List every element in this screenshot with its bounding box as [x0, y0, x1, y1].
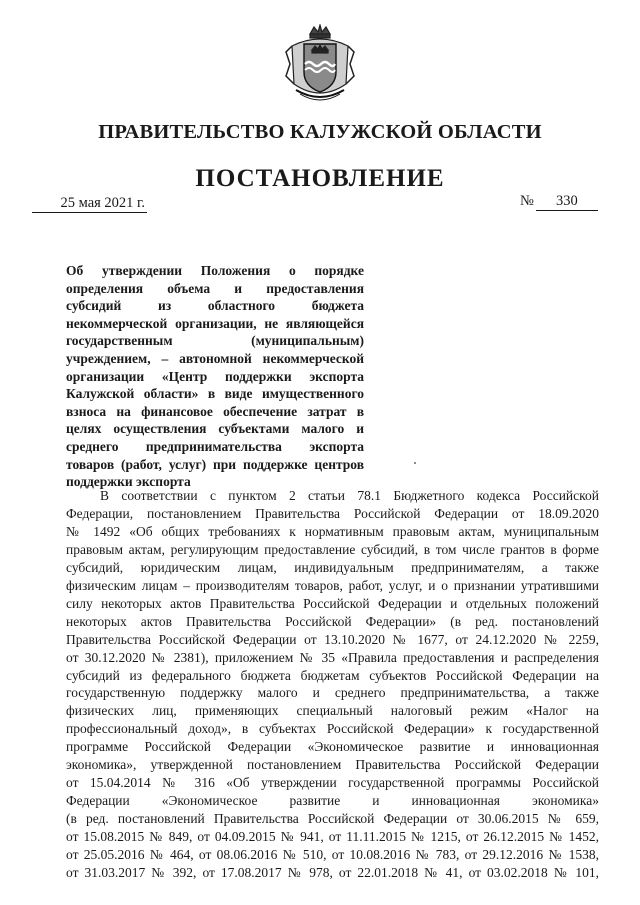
subject-line: организации «Центр поддержки экспорта: [66, 368, 364, 384]
body-line: субсидий, юридическим лицам, индивидуальным предпринимателям, а также: [66, 559, 599, 575]
subject-line: целях осуществления субъектами малого и: [66, 421, 364, 437]
subject-line: государственным (муниципальным): [66, 333, 364, 349]
body-line: Федерации «Экономическое развитие и инновационная экономика»: [66, 793, 599, 809]
document-type: ПОСТАНОВЛЕНИЕ: [195, 165, 445, 192]
subject-line: субсидий из областного бюджета: [66, 298, 364, 314]
subject-line: учреждением, – автономной некоммерческой: [66, 350, 364, 366]
body-line: Правительства Российской Федерации от 13.10.2020 № 1677, от 24.12.2020 № 2259,: [66, 631, 599, 647]
body-line: № 1492 «Об общих требованиях к нормативным правовым актам, муниципальным: [66, 523, 599, 539]
body-line: от 15.08.2015 № 849, от 04.09.2015 № 941, от 11.11.2015 № 1215, от 26.12.2015 № 1452,: [66, 829, 599, 845]
body-line: экономика», утвержденной постановлением Правительства Российской Федерации: [66, 757, 599, 773]
body-line: государственную поддержку малого и среднего предпринимательства, а также: [66, 685, 599, 701]
body-line: субсидий из федерального бюджета бюджетам субъектов Российской Федерации на: [66, 667, 599, 683]
subject-line: некоммерческой организации, не являющейся: [66, 315, 364, 331]
government-title: ПРАВИТЕЛЬСТВО КАЛУЖСКОЙ ОБЛАСТИ: [98, 121, 542, 143]
subject-line: определения объема и предоставления: [66, 280, 364, 296]
body-line: правовым актам, регулирующим предоставление субсидий, в том числе грантов в форме: [66, 541, 599, 557]
subject-line: Калужской области» в виде имущественного: [66, 386, 364, 402]
body-line: от 25.05.2016 № 464, от 08.06.2016 № 510, от 10.08.2016 № 783, от 29.12.2016 № 1538,: [66, 847, 599, 863]
scan-speck: [414, 462, 416, 464]
body-line: физических лиц, применяющих специальный налоговый режим «Налог на: [66, 703, 599, 719]
body-line: (в ред. постановлений Правительства Российской Федерации от 30.06.2015 № 659,: [66, 811, 599, 827]
subject-line: среднего предпринимательства экспорта: [66, 438, 364, 454]
body-line: Федерации, постановлением Правительства Российской Федерации от 18.09.2020: [66, 505, 599, 521]
body-line: программе Российской Федерации «Экономическое развитие и инновационная: [66, 739, 599, 755]
subject-line: товаров (работ, услуг) при поддержке центров: [66, 456, 364, 472]
body-line: В соответствии с пунктом 2 статьи 78.1 Бюджетного кодекса Российской: [100, 488, 599, 503]
document-number-block: [520, 192, 598, 211]
body-line: профессиональный доход», в субъектах Российской Федерации» к государственной: [66, 721, 599, 737]
kaluga-coat-of-arms-icon: [284, 24, 356, 104]
body-line: от 30.12.2020 № 2381), приложением № 35 «Правила предоставления и распределения: [66, 649, 599, 665]
body-line: от 31.03.2017 № 392, от 17.08.2017 № 978, от 22.01.2018 № 41, от 03.02.2018 № 101,: [66, 865, 599, 881]
body-line: некоторых актов Правительства Российской Федерации» (в ред. постановлений: [66, 613, 599, 629]
document-number: 330: [536, 192, 598, 211]
body-line: силу некоторых актов Правительства Российской Федерации и отдельных положений: [66, 595, 599, 611]
body-line: физическим лицам – производителям товаров, работ, услуг, и о признании утратившими: [66, 577, 599, 593]
subject-line: Об утверждении Положения о порядке: [66, 263, 364, 278]
document-body: [66, 487, 599, 882]
document-subject: [66, 262, 364, 491]
number-sign: №: [520, 193, 534, 209]
document-date: 25 мая 2021 г.: [32, 194, 147, 213]
subject-line: взноса на финансовое обеспечение затрат в: [66, 403, 364, 419]
body-line: от 15.04.2014 № 316 «Об утверждении государственной программы Российской: [66, 775, 599, 791]
subject-line: поддержки экспорта: [66, 474, 191, 490]
